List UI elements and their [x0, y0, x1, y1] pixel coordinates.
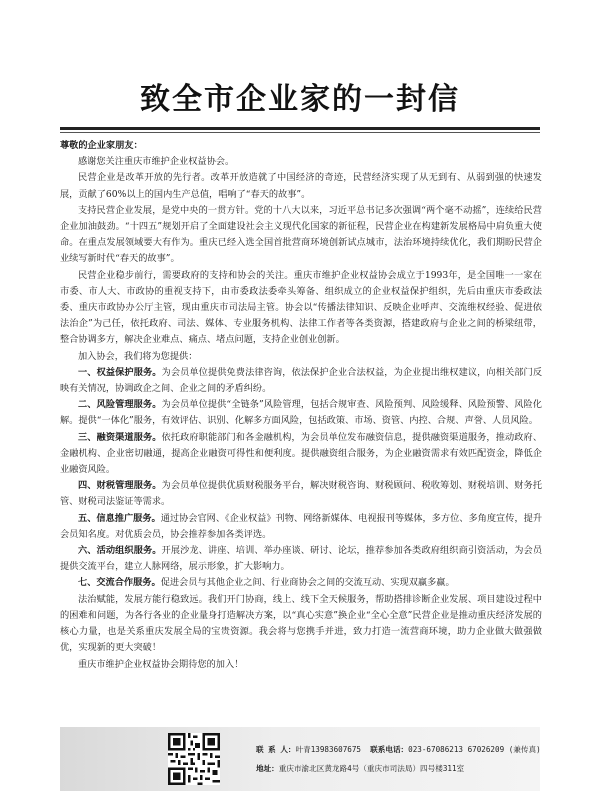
contact-label: 联 系 人：: [256, 745, 296, 754]
service-item: [60, 478, 542, 510]
service-item: [60, 430, 542, 479]
service-item-text: 通过协会官网、《企业权益》刊物、网络新媒体、电视报刊等媒体，多方位、多角度宣传，提升会员知名度。对优质会员，协会推荐参加各类评选。: [60, 512, 543, 540]
service-item-head: 七、交流合作服务。: [78, 577, 161, 589]
address-value: 重庆市渝北区黄龙路4号（重庆市司法局）四号楼311室: [278, 764, 465, 773]
service-item-text: 为会员单位提供“全链条”风险管理，包括合规审查、风险预判、风险缓释、风险预警、风险化解。提供“一体化”服务，有效评估、识别、化解多方面风险，包括政策、市场、资管、内控、合规、声誉、人员风险。: [60, 399, 542, 427]
title-rule: [60, 127, 540, 130]
service-item-head: 二、风险管理服务。: [78, 399, 162, 411]
service-item-head: 一、权益保护服务。: [78, 366, 162, 378]
service-item-text: 为会员单位提供优质财税服务平台，解决财税咨询、财税顾问、税收筹划、财税培训、财务托管、财税司法鉴证等需求。: [60, 480, 543, 508]
phone-label: 联系电话：: [370, 745, 409, 754]
paragraph: 加入协会，我们将为您提供：: [78, 350, 198, 362]
service-item: [60, 365, 542, 397]
service-item-text: 依托政府职能部门和各金融机构，为会员单位发布融资信息，提供融资渠道服务，推动政府、金融机构、企业密切融通，提高企业融资可得性和便利度。提供融资组合服务，为企业融资需求有效匹配资金，降低企业融资风险。: [60, 431, 543, 476]
contact-info: [256, 740, 541, 778]
title-rule-thin: [60, 132, 540, 133]
service-item-text: 为会员单位提供免费法律咨询，依法保护企业合法权益，为企业提出维权建议，向相关部门反映有关情况，协调政企之间、企业之间的矛盾纠纷。: [60, 366, 543, 395]
letter-title: 致全市企业家的一封信: [140, 82, 460, 117]
contact-name: 叶青13983607675: [295, 745, 362, 754]
service-item: [60, 575, 542, 591]
service-item-head: 四、财税管理服务。: [78, 480, 162, 492]
address-label: 地址：: [256, 764, 279, 773]
service-item-head: 六、活动组织服务。: [78, 545, 162, 557]
service-item-text: 促进会员与其他企业之间、行业商协会之间的交流互动、实现双赢多赢。: [160, 577, 455, 589]
contact-line: [256, 740, 541, 759]
paragraph: 感谢您关注重庆市维护企业权益协会。: [78, 156, 235, 168]
service-item: [60, 543, 542, 575]
address-line: [256, 759, 538, 778]
service-item: [60, 511, 542, 543]
letter-body: [60, 138, 542, 673]
service-item: [60, 397, 542, 429]
qr-code-icon[interactable]: [168, 733, 220, 785]
contact-footer: [60, 727, 540, 791]
qr-code-graphic: [168, 733, 220, 785]
paragraph: 支持民营企业发展，是党中央的一贯方针。党的十八大以来，习近平总书记多次强调“两个毫不动摇”，连续给民营企业加油鼓劲。“十四五”规划开启了全面建设社会主义现代化国家的新征程，民营企业在构建新发展格局中肩负重大使命。在重点发展领域要大有作为。重庆已经入选全国首批营商环境创新试点城市，法治环境持续优化，我们期盼民营企业续写新时代“春天的故事”。: [60, 204, 542, 265]
service-item-text: 开展沙龙、讲座、培训、举办座谈、研讨、论坛，推荐参加各类政府组织商引资活动，为会员提供交流平台，建立人脉网络，展示形象，扩大影响力。: [60, 545, 543, 573]
service-item-head: 三、融资渠道服务。: [78, 431, 162, 443]
paragraph: 民营企业稳步前行，需要政府的支持和协会的关注。重庆市维护企业权益协会成立于1993年，是全国唯一一家在市委、市人大、市政协的重视支持下，由市委政法委牵头筹备、组织成立的企业权益保护组织，先后由重庆市委政法委、重庆市政协办公厅主管，现由重庆市司法局主管。协会以“传播法律知识、反映企业呼声、交流维权经验、促进依法治企”为己任，依托政府、司法、媒体、专业服务机构、法律工作者等各类资源，搭建政府与企业之间的桥梁纽带，整合协调多方，解决企业难点、痛点、堵点问题，支持企业创业创新。: [60, 269, 542, 346]
closing-paragraph: 法治赋能，发展方能行稳致远。我们开门协商，线上、线下全天候服务，帮助搭排诊断企业发展、项目建设过程中的困难和问题，为各行各业的企业量身打造解决方案，以“真心实意”换企业“全心全意”民营企业是推动重庆经济发展的核心力量，也是关系重庆发展全局的宝贵资源。我会将与您携手并进，致力打造一流营商环境，助力企业做大做强做优，实现新的更大突破！: [60, 593, 542, 654]
closing-paragraph: 重庆市维护企业权益协会期待您的加入！: [78, 658, 244, 670]
service-item-head: 五、信息推广服务。: [78, 512, 161, 524]
phone-value: 023-67086213 67026209 (兼传真): [408, 745, 541, 754]
salutation: 尊敬的企业家朋友：: [60, 140, 143, 151]
paragraph: 民营企业是改革开放的先行者。改革开放造就了中国经济的奇迹，民营经济实现了从无到有、从弱到强的快速发展，贡献了60%以上的国内生产总值，唱响了“春天的故事”。: [60, 172, 542, 200]
